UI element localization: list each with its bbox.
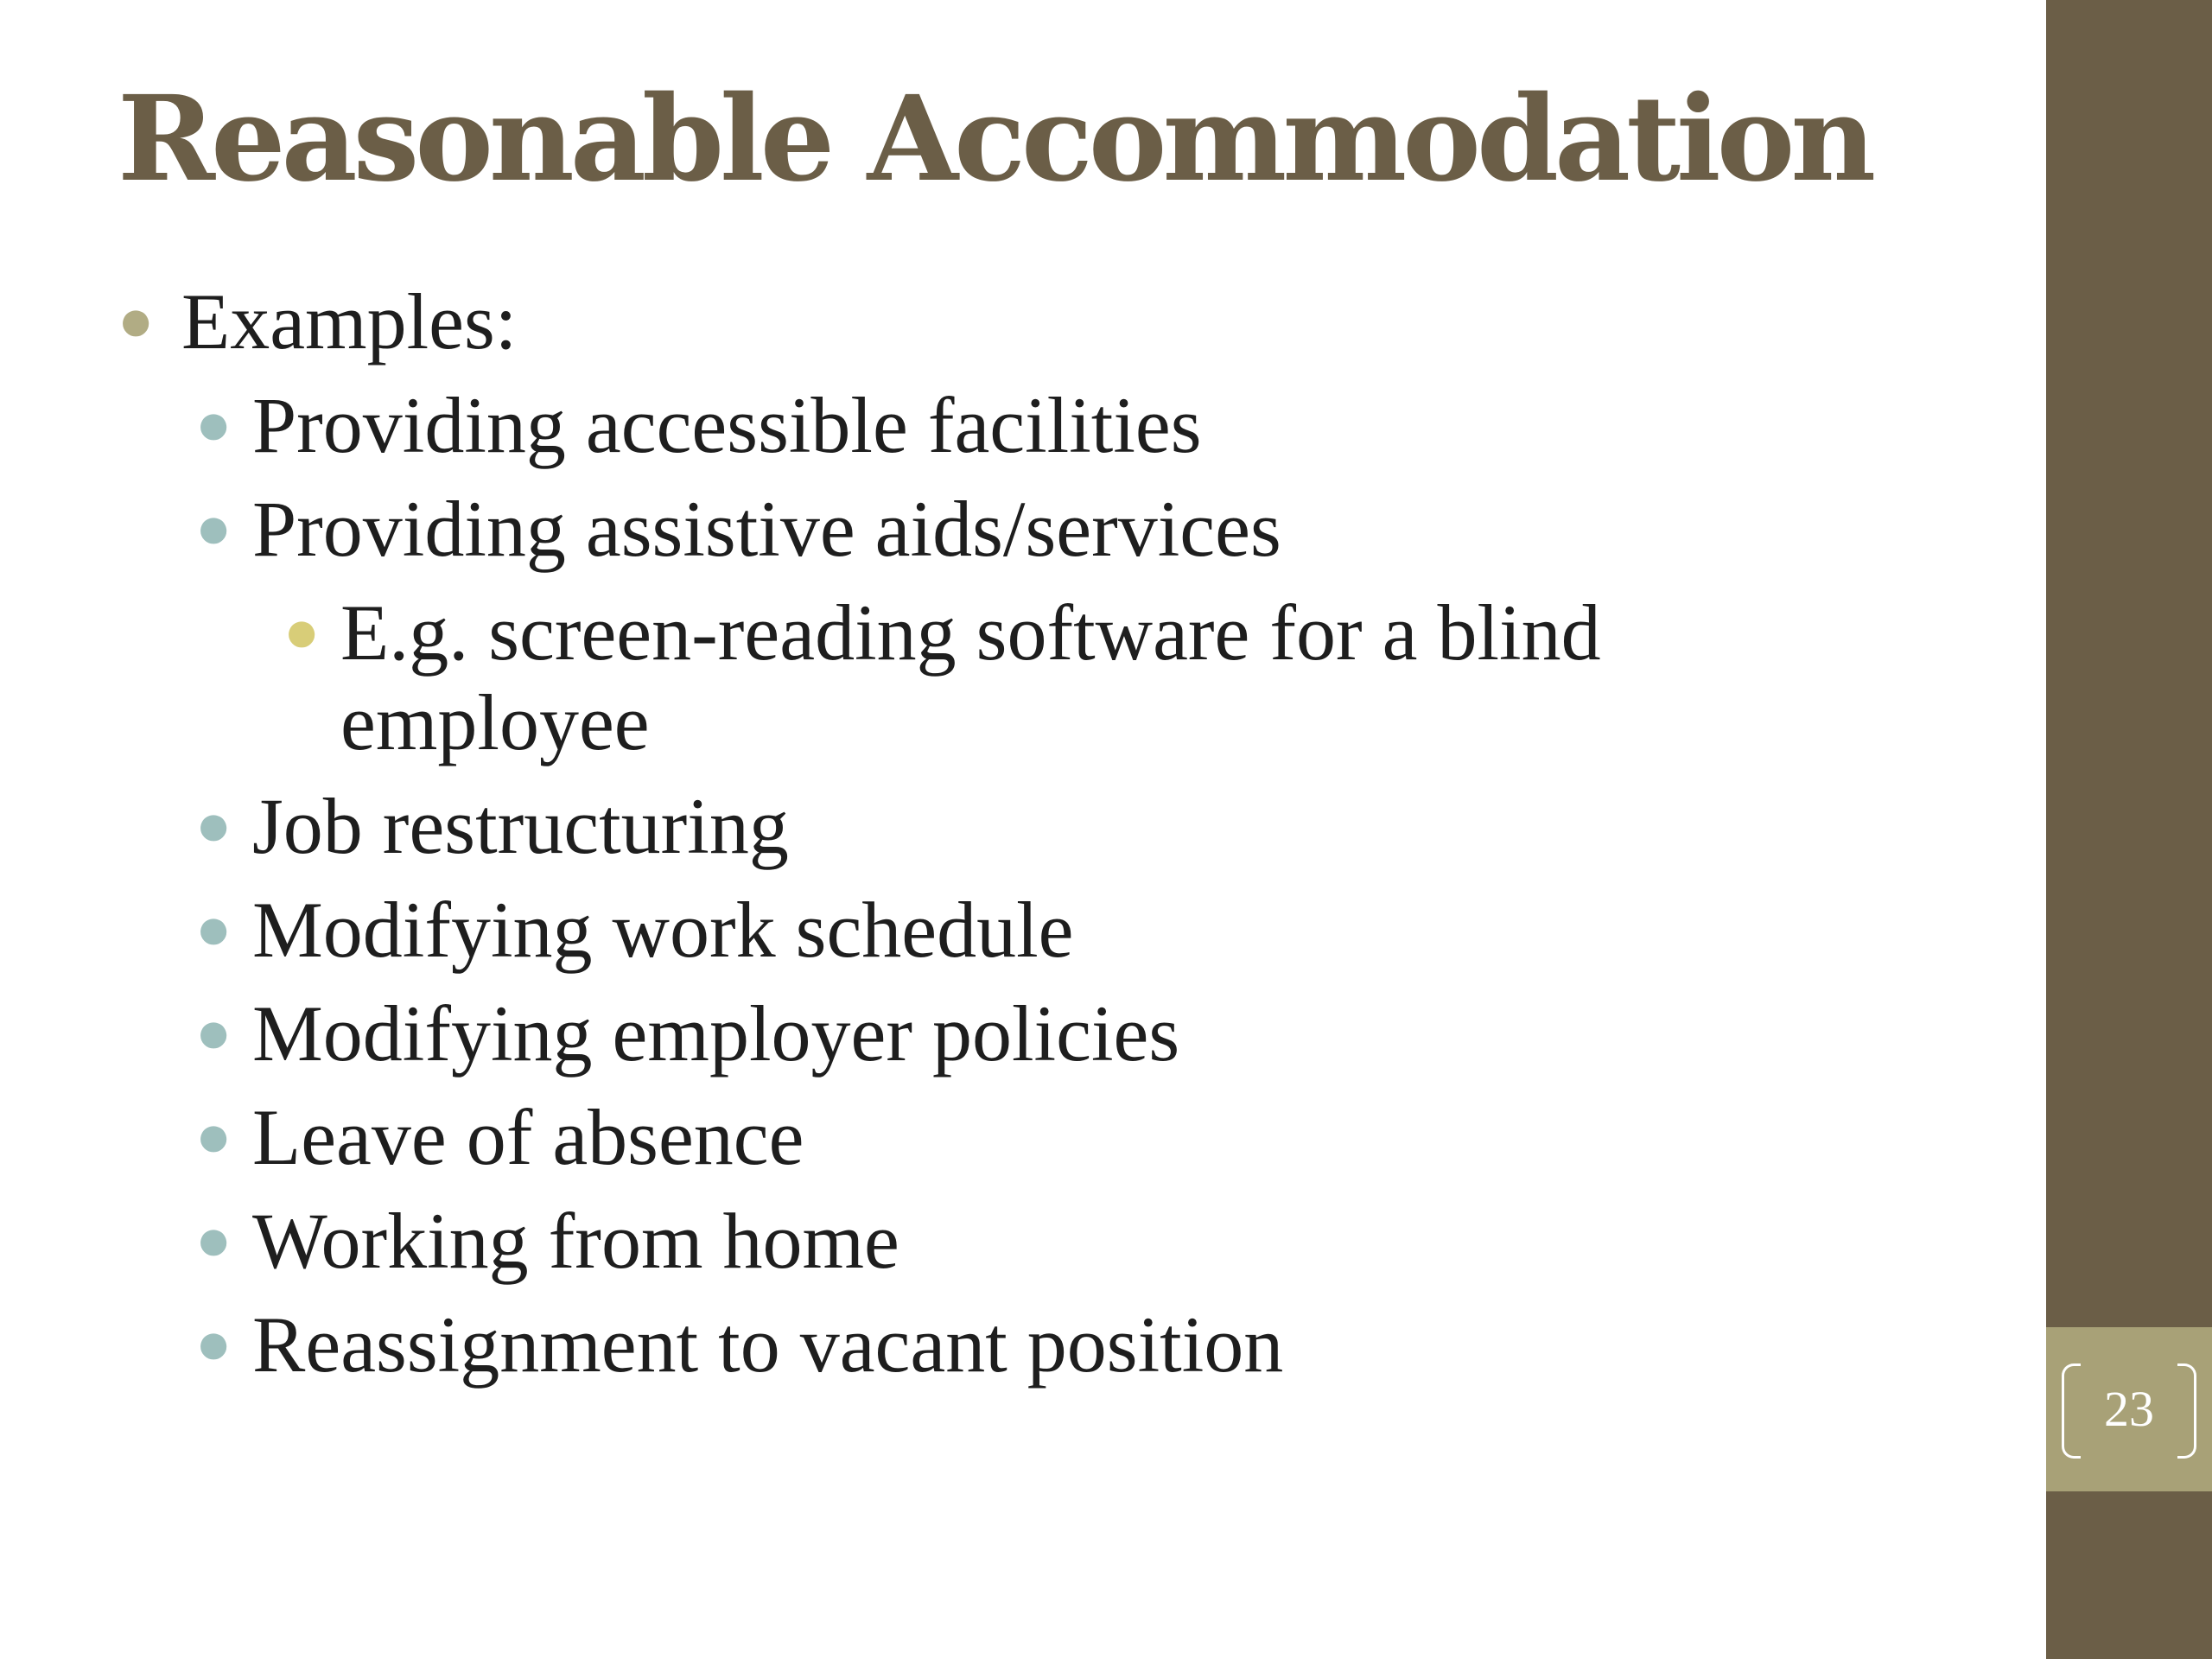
bullet-dot-icon: ● bbox=[195, 1311, 232, 1377]
bullet-dot-icon: ● bbox=[195, 896, 232, 963]
bullet-list bbox=[118, 276, 2001, 1403]
bullet-text: Modifying employer policies bbox=[252, 989, 1180, 1077]
bullet-text: Job restructuring bbox=[252, 782, 789, 870]
page-number-box bbox=[2046, 1327, 2212, 1491]
bullet-dot-icon: ● bbox=[195, 1103, 232, 1170]
bullet-text: Working from home bbox=[252, 1197, 899, 1285]
bullet-text: Examples: bbox=[181, 277, 518, 365]
bullet-text: Leave of absence bbox=[252, 1093, 804, 1181]
bullet-text: E.g. screen-reading software for a blind employee bbox=[340, 588, 1601, 766]
bullet-dot-icon: ● bbox=[195, 495, 232, 562]
bullet-employer-policies bbox=[118, 988, 2001, 1078]
bullet-working-from-home bbox=[118, 1196, 2001, 1286]
bullet-reassignment bbox=[118, 1300, 2001, 1389]
bullet-text: Reassignment to vacant position bbox=[252, 1300, 1284, 1389]
bullet-work-schedule bbox=[118, 885, 2001, 975]
bullet-examples bbox=[118, 276, 2001, 366]
bullet-screen-reading bbox=[118, 588, 2001, 767]
bullet-leave-of-absence bbox=[118, 1092, 2001, 1182]
slide-title: Reasonable Accommodation bbox=[118, 70, 1872, 208]
bullet-dot-icon: ● bbox=[195, 1207, 232, 1274]
page-number: 23 bbox=[2104, 1381, 2154, 1437]
bullet-text: Providing assistive aids/services bbox=[252, 485, 1281, 573]
bullet-accessible-facilities bbox=[118, 380, 2001, 470]
bullet-dot-icon: ● bbox=[283, 599, 321, 665]
bullet-text: Providing accessible facilities bbox=[252, 381, 1202, 469]
bullet-dot-icon: ● bbox=[195, 792, 232, 859]
bullet-assistive-aids bbox=[118, 484, 2001, 574]
bullet-job-restructuring bbox=[118, 781, 2001, 871]
bullet-dot-icon: ● bbox=[195, 1000, 232, 1066]
bullet-dot-icon: ● bbox=[118, 288, 155, 354]
bullet-dot-icon: ● bbox=[195, 391, 232, 458]
bullet-text: Modifying work schedule bbox=[252, 886, 1074, 974]
